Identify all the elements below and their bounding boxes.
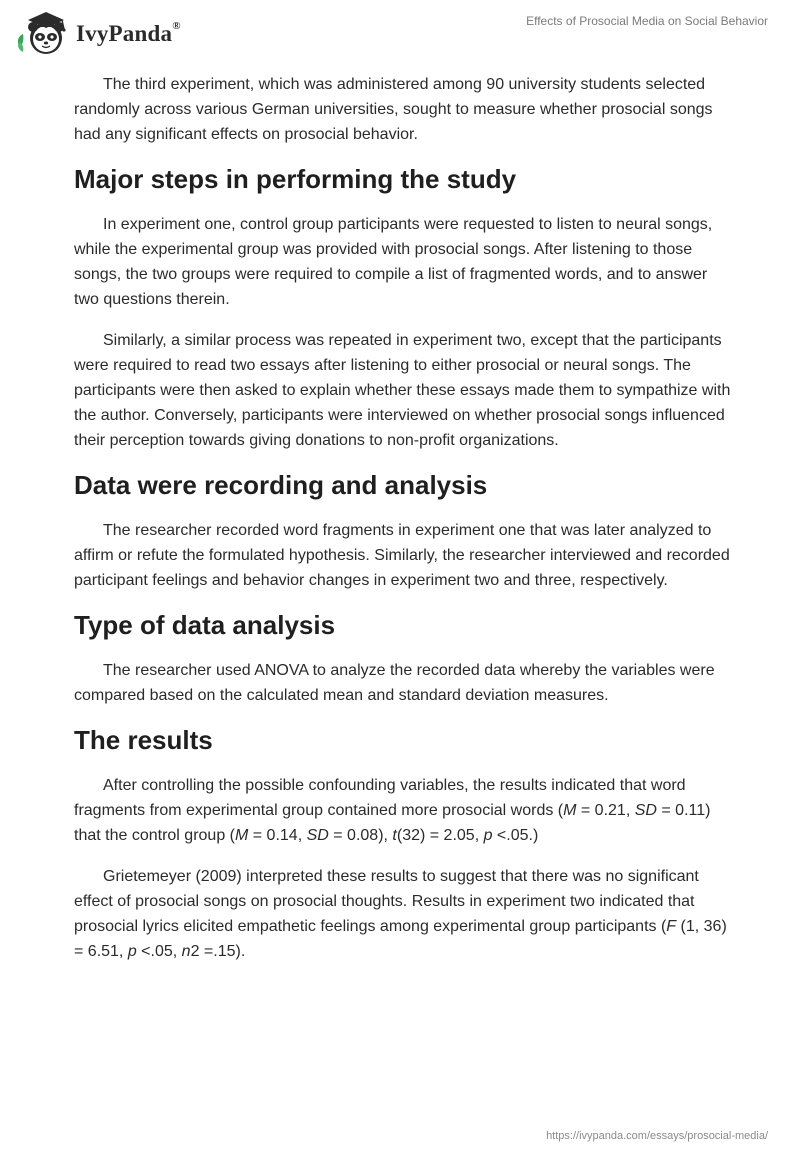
results-paragraph-2: Grietemeyer (2009) interpreted these results to suggest that there was no significant effect of prosocial songs on prosocial thoughts. Results in experiment two indicated that prosocial lyrics elicited empathetic feelings among experimental group participants (F (1, 36) = 6.51, p <.05, n2 =.15).	[74, 868, 727, 960]
major-steps-paragraph-2: Similarly, a similar process was repeated in experiment two, except that the participants were required to read two essays after listening to either prosocial or neural songs. The participants were then asked to explain whether these essays made them to sympathize with the author. Conversely, participants were interviewed on whether prosocial songs influenced their perception towards giving donations to non-profit organizations.	[74, 332, 731, 449]
data-recording-heading: Data were recording and analysis	[74, 470, 488, 500]
intro-paragraph: The third experiment, which was administered among 90 university students selected randomly across various German universities, sought to measure whether prosocial songs had any significant effects on prosocial behavior.	[74, 76, 713, 143]
page-header	[0, 0, 800, 64]
essay-body	[74, 72, 734, 980]
analysis-type-heading: Type of data analysis	[74, 610, 336, 640]
major-steps-heading: Major steps in performing the study	[74, 164, 517, 194]
brand-name: IvyPanda	[76, 21, 173, 46]
running-title: Effects of Prosocial Media on Social Behavior	[526, 14, 768, 28]
major-steps-paragraph-1: In experiment one, control group participants were requested to listen to neural songs, while the experimental group was provided with prosocial songs. After listening to those songs, the two groups were required to compile a list of fragmented words, and to answer two questions therein.	[74, 216, 713, 308]
source-url[interactable]: https://ivypanda.com/essays/prosocial-media/	[546, 1130, 768, 1142]
panda-graduate-icon	[14, 8, 72, 58]
results-heading: The results	[74, 725, 213, 755]
results-paragraph-1: After controlling the possible confounding variables, the results indicated that word fragments from experimental group contained more prosocial words (M = 0.21, SD = 0.11) that the control group (M = 0.14, SD = 0.08), t(32) = 2.05, p <.05.)	[74, 777, 711, 844]
analysis-type-paragraph: The researcher used ANOVA to analyze the recorded data whereby the variables were compared based on the calculated mean and standard deviation measures.	[74, 662, 715, 704]
data-recording-paragraph: The researcher recorded word fragments in experiment one that was later analyzed to affirm or refute the formulated hypothesis. Similarly, the researcher interviewed and recorded participant feelings and behavior changes in experiment two and three, respectively.	[74, 522, 730, 589]
ivypanda-logo[interactable]	[14, 8, 181, 58]
registered-mark: ®	[172, 20, 181, 33]
